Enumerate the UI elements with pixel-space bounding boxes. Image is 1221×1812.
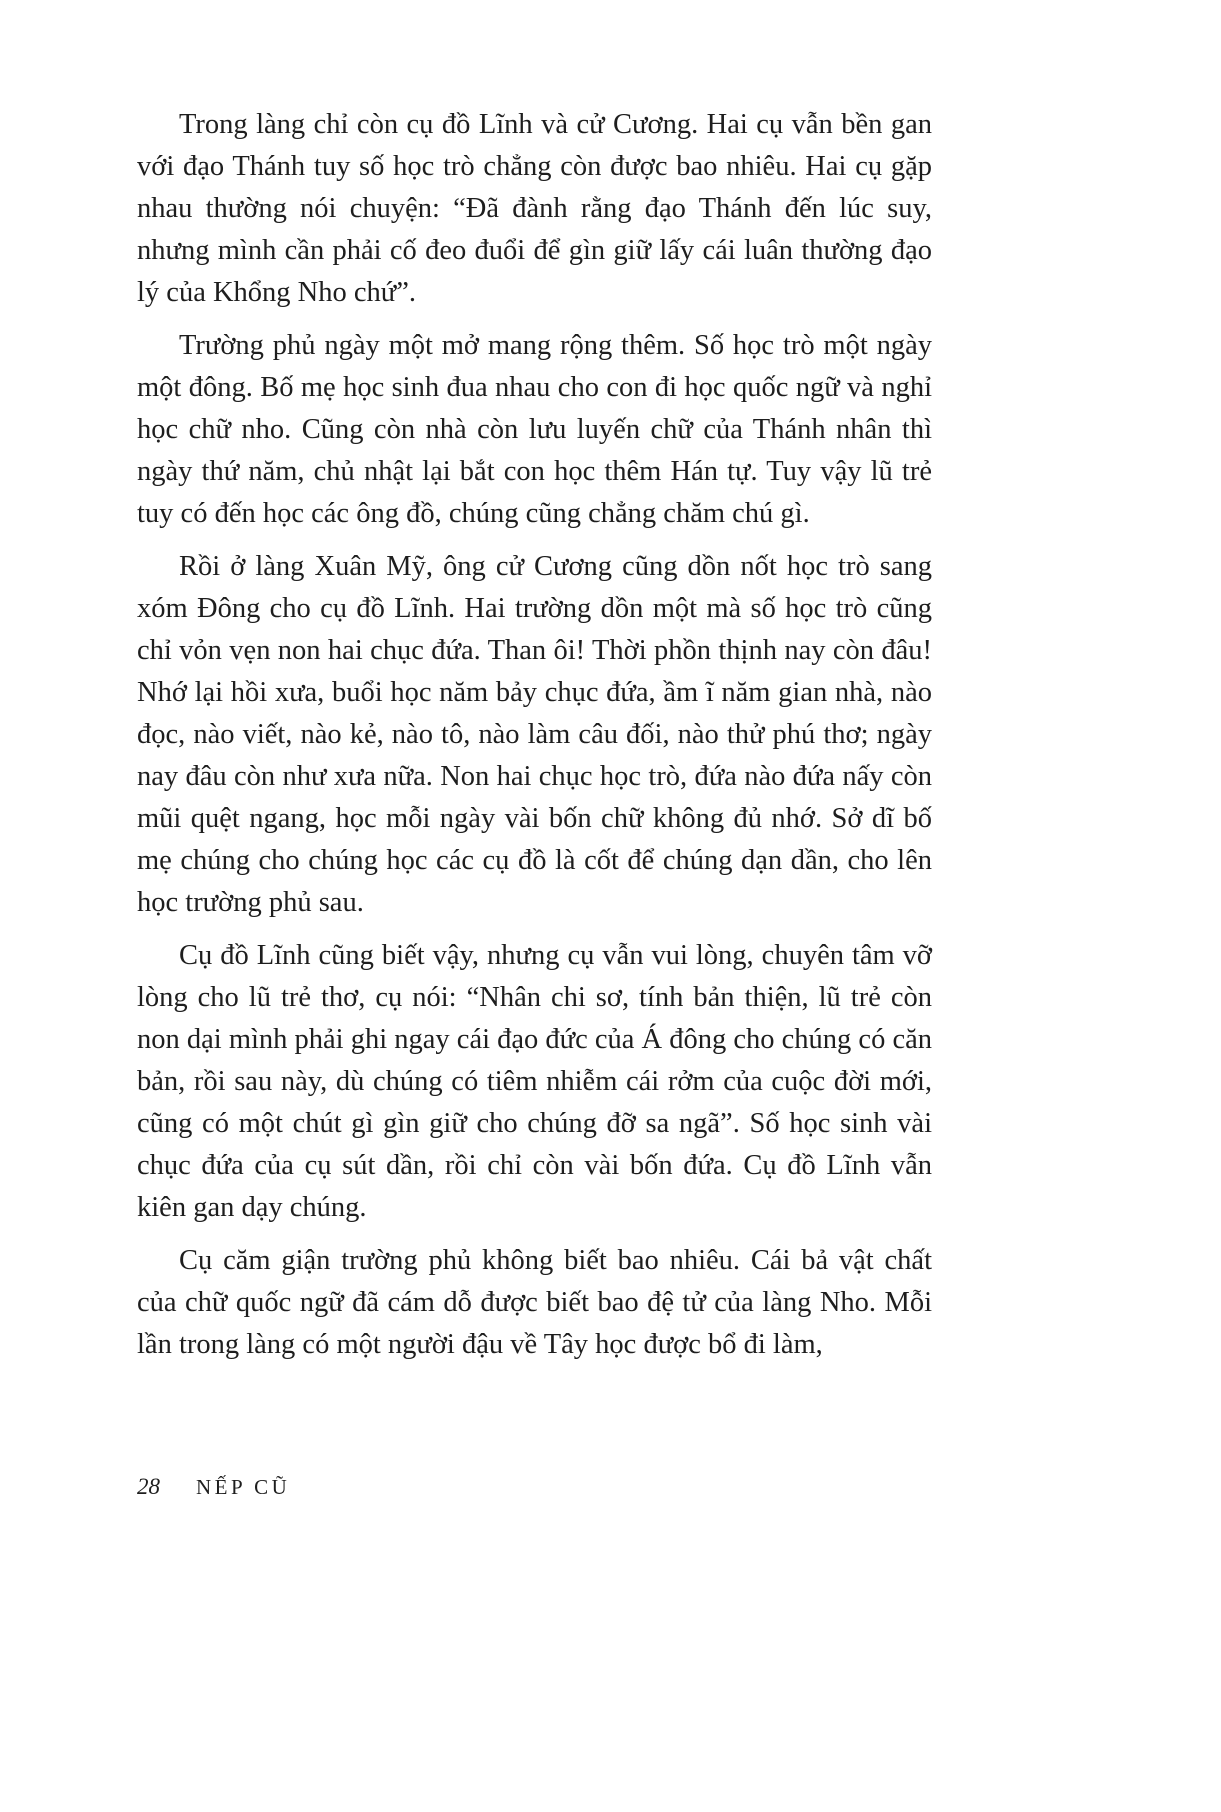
text-block <box>137 104 932 1377</box>
page-footer <box>137 1474 290 1500</box>
page-number: 28 <box>137 1474 160 1499</box>
paragraph: Trường phủ ngày một mở mang rộng thêm. Số học trò một ngày một đông. Bố mẹ học sinh đua nhau cho con đi học quốc ngữ và nghỉ học chữ nho. Cũng còn nhà còn lưu luyến chữ của Thánh nhân thì ngày thứ năm, chủ nhật lại bắt con học thêm Hán tự. Tuy vậy lũ trẻ tuy có đến học các ông đồ, chúng cũng chẳng chăm chú gì. <box>137 330 932 529</box>
paragraph: Cụ căm giận trường phủ không biết bao nhiêu. Cái bả vật chất của chữ quốc ngữ đã cám dỗ được biết bao đệ tử của làng Nho. Mỗi lần trong làng có một người đậu về Tây học được bổ đi làm, <box>137 1245 932 1360</box>
running-title: NẾP CŨ <box>196 1475 291 1499</box>
paragraph: Rồi ở làng Xuân Mỹ, ông cử Cương cũng dồn nốt học trò sang xóm Đông cho cụ đồ Lĩnh. Hai trường dồn một mà số học trò cũng chỉ vỏn vẹn non hai chục đứa. Than ôi! Thời phồn thịnh nay còn đâu! Nhớ lại hồi xưa, buổi học năm bảy chục đứa, ầm ĩ năm gian nhà, nào đọc, nào viết, nào kẻ, nào tô, nào làm câu đối, nào thử phú thơ; ngày nay đâu còn như xưa nữa. Non hai chục học trò, đứa nào đứa nấy còn mũi quệt ngang, học mỗi ngày vài bốn chữ không đủ nhớ. Sở dĩ bố mẹ chúng cho chúng học các cụ đồ là cốt để chúng dạn dần, cho lên học trường phủ sau. <box>137 551 932 918</box>
paragraph: Trong làng chỉ còn cụ đồ Lĩnh và cử Cương. Hai cụ vẫn bền gan với đạo Thánh tuy số học trò chẳng còn được bao nhiêu. Hai cụ gặp nhau thường nói chuyện: “Đã đành rằng đạo Thánh đến lúc suy, nhưng mình cần phải cố đeo đuổi để gìn giữ lấy cái luân thường đạo lý của Khổng Nho chứ”. <box>137 109 932 308</box>
paragraph: Cụ đồ Lĩnh cũng biết vậy, nhưng cụ vẫn vui lòng, chuyên tâm vỡ lòng cho lũ trẻ thơ, cụ nói: “Nhân chi sơ, tính bản thiện, lũ trẻ còn non dại mình phải ghi ngay cái đạo đức của Á đông cho chúng có căn bản, rồi sau này, dù chúng có tiêm nhiễm cái rởm của cuộc đời mới, cũng có một chút gì gìn giữ cho chúng đỡ sa ngã”. Số học sinh vài chục đứa của cụ sút dần, rồi chỉ còn vài bốn đứa. Cụ đồ Lĩnh vẫn kiên gan dạy chúng. <box>137 940 933 1223</box>
